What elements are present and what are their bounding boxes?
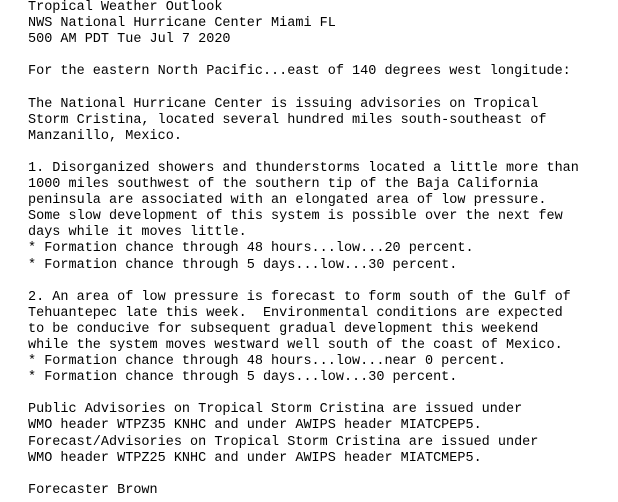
system-2-chance-48h: * Formation chance through 48 hours...low...near 0 percent. xyxy=(28,354,506,370)
intro-line: Manzanillo, Mexico. xyxy=(28,128,182,144)
system-1-line: peninsula are associated with an elongated area of low pressure. xyxy=(28,193,547,209)
system-1-line: 1000 miles southwest of the southern tip of the Baja California xyxy=(28,177,539,193)
issue-time: 500 AM PDT Tue Jul 7 2020 xyxy=(28,32,231,48)
issuing-office: NWS National Hurricane Center Miami FL xyxy=(28,16,336,32)
intro-line: Storm Cristina, located several hundred miles south-southeast of xyxy=(28,112,547,128)
outlook-document xyxy=(28,0,616,499)
spacer xyxy=(28,467,616,483)
system-1-line: 1. Disorganized showers and thunderstorms located a little more than xyxy=(28,160,579,176)
forecaster-signature: Forecaster Brown xyxy=(28,482,158,498)
advisory-line: WMO header WTPZ35 KNHC and under AWIPS header MIATCPEP5. xyxy=(28,418,482,434)
system-1-chance-48h: * Formation chance through 48 hours...low...20 percent. xyxy=(28,241,474,257)
system-2-chance-5d: * Formation chance through 5 days...low...30 percent. xyxy=(28,370,458,386)
system-2-line: 2. An area of low pressure is forecast to form south of the Gulf of xyxy=(28,289,571,305)
system-1-line: days while it moves little. xyxy=(28,225,247,241)
system-1-line: Some slow development of this system is possible over the next few xyxy=(28,209,563,225)
spacer xyxy=(28,145,616,161)
spacer xyxy=(28,386,616,402)
outlook-title: Tropical Weather Outlook xyxy=(28,0,223,15)
system-2-line: to be conducive for subsequent gradual development this weekend xyxy=(28,321,539,337)
advisory-line: Forecast/Advisories on Tropical Storm Cristina are issued under xyxy=(28,434,539,450)
system-2-line: while the system moves westward well south of the coast of Mexico. xyxy=(28,337,563,353)
system-2-line: Tehuantepec late this week. Environmental conditions are expected xyxy=(28,305,563,321)
region-statement: For the eastern North Pacific...east of 140 degrees west longitude: xyxy=(28,64,571,80)
spacer xyxy=(28,274,616,290)
intro-line: The National Hurricane Center is issuing advisories on Tropical xyxy=(28,96,539,112)
advisory-line: Public Advisories on Tropical Storm Cristina are issued under xyxy=(28,402,523,418)
spacer xyxy=(28,80,616,96)
system-1-chance-5d: * Formation chance through 5 days...low...30 percent. xyxy=(28,257,458,273)
advisory-line: WMO header WTPZ25 KNHC and under AWIPS header MIATCMEP5. xyxy=(28,450,482,466)
spacer xyxy=(28,48,616,64)
